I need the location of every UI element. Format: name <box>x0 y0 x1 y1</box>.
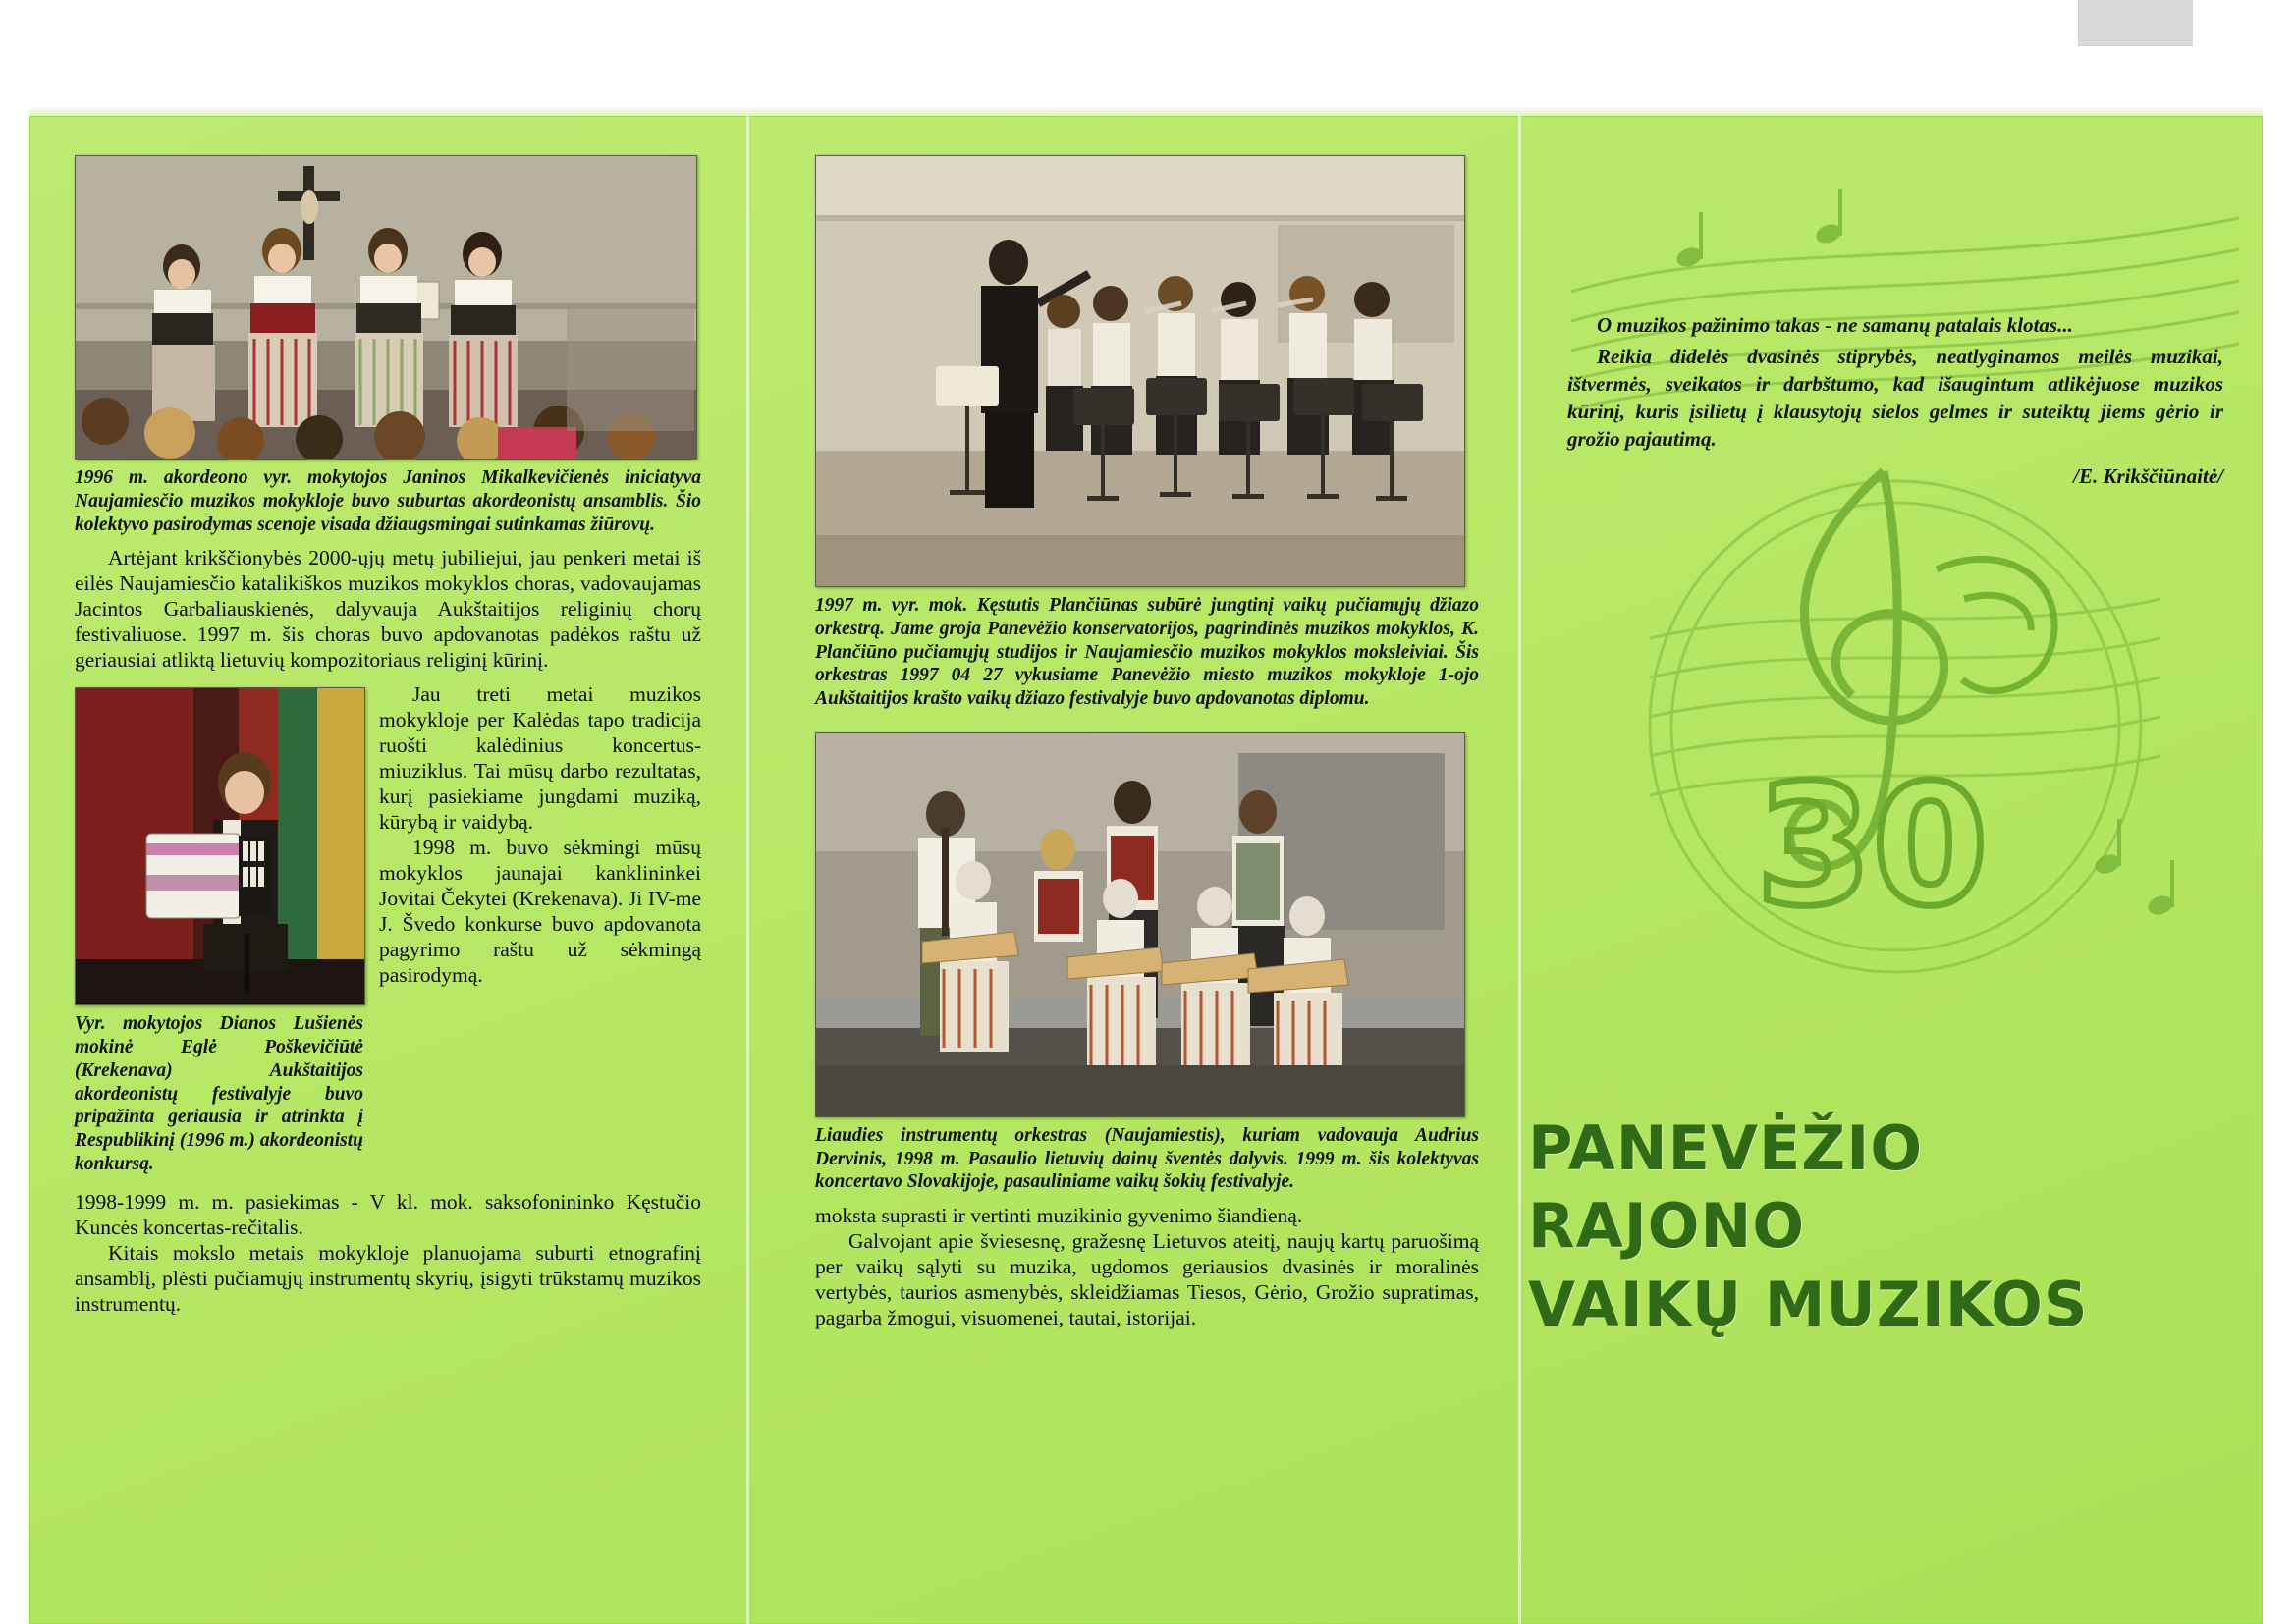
left-paragraph-1 <box>75 545 701 673</box>
left-panel <box>29 116 746 1624</box>
left-paragraph-1-text: Artėjant krikščionybės 2000-ųjų metų jubiliejui, jau penkeri metai iš eilės Naujamiesčio katalikiškos muzikos mokyklos choras, vadovaujamas Jacintos Garbaliauskienės, dalyvauja Aukštaitijos religinių chorų festivaliuose. 1997 m. šis choras buvo apdovanotas padėkos raštu už geriausiai atliktą lietuvių kompozitoriaus religinį kūrinį. <box>75 546 701 673</box>
left-paragraphs-column <box>379 681 701 988</box>
right-panel <box>1528 116 2263 1624</box>
svg-text:30: 30 <box>1756 749 1989 944</box>
quote-line-2: Reikia didelės dvasinės stiprybės, neatlyginamos meilės muzikai, ištvermės, sveikatos ir darbštumo, kad išaugintum atlikėjuose muzikos kūrinį, kuris įsilietų į klausytojų sielos gelmes ir suteiktų jiems gėrio ir grožio pajautimą. <box>1567 344 2223 451</box>
accordion-soloist-photo <box>75 687 365 1005</box>
middle-body-text <box>815 1203 1479 1330</box>
quote-signature: /E. Krikščiūnaitė/ <box>2073 463 2223 488</box>
accordion-ensemble-photo <box>75 155 697 460</box>
left-paragraph-2: Jau treti metai muzikos mokykloje per Kalėdas tapo tradicija ruošti kalėdinius koncertus-miuziklus. Tai mūsų darbo rezultatas, kurį pasiekiame jungdami muziką, kūrybą ir vaidybą. <box>379 682 701 835</box>
fold-line-right <box>1518 116 1521 1624</box>
left-wrap-area <box>75 681 701 1316</box>
middle-photo2-caption: Liaudies instrumentų orkestras (Naujamiestis), kuriam vadovauja Audrius Dervinis, 1998 m. Pasaulio lietuvių dainų šventės dalyvis. 1999 m. šis kolektyvas koncertavo Slovakijoje, pasauliniame vaikų šokių festivalyje. <box>815 1124 1479 1193</box>
middle-paragraph-1: moksta suprasti ir vertinti muzikinio gyvenimo šiandieną. <box>815 1204 1303 1228</box>
left-photo1-caption: 1996 m. akordeono vyr. mokytojos Janinos Mikalkevičienės iniciatyva Naujamiesčio muzikos mokykloje buvo suburtas akordeonistų ansamblis. Šio kolektyvo pasirodymas scenoje visada džiaugsmingai sutinkamas žiūrovų. <box>75 467 701 535</box>
left-paragraph-3-tail: 1998-1999 m. m. pasiekimas - V kl. mok. saksofonininko Kęstučio Kuncės koncertas-rečitalis. <box>75 1189 701 1239</box>
title-line-2: RAJONO <box>1528 1190 1806 1263</box>
left-paragraphs-tail <box>75 1189 701 1317</box>
left-paragraph-5: Kitais mokslo metais mokykloje planuojama suburti etnografinį ansamblį, plėsti pučiamųjų instrumentų skyrių, įsigyti trūkstamų muzikos instrumentų. <box>75 1240 701 1316</box>
left-photo2-caption: Vyr. mokytojos Dianos Lušienės mokinė Eglė Poškevičiūtė (Krekenava) Aukštaitijos akordeonistų festivalyje buvo pripažinta geriausia ir atrinkta į Respublikinį (1996 m.) akordeonistų konkursą. <box>75 1013 363 1175</box>
quote-line-1: O muzikos pažinimo takas - ne samanų patalais klotas... <box>1597 313 2073 337</box>
scan-corner-artifact <box>2078 0 2193 46</box>
brochure-title-block <box>1528 1110 2274 1343</box>
title-line-1: PANEVĖŽIO <box>1528 1112 1924 1184</box>
folk-instruments-orchestra-photo <box>815 732 1465 1117</box>
middle-photo1-caption: 1997 m. vyr. mok. Kęstutis Plančiūnas subūrė jungtinį vaikų pučiamųjų džiazo orkestrą. Jame groja Panevėžio konservatorijos, pagrindinės muzikos mokyklos, K. Plančiūno pučiamųjų studijos ir Naujamiesčio muzikos mokyklos moksleiviai. Šis orkestras 1997 04 27 vykusiame Panevėžio miesto muzikos mokykloje 1-ojo Aukštaitijos krašto vaikų džiazo festivalyje buvo apdovanotas diplomu. <box>815 595 1479 710</box>
accordion-soloist-photo-wrapper <box>75 687 365 1175</box>
title-line-3: VAIKŲ MUZIKOS <box>1528 1268 2089 1340</box>
fold-line-left <box>746 116 749 1624</box>
epigraph-quote <box>1567 312 2223 491</box>
middle-paragraph-2: Galvojant apie šviesesnę, gražesnę Lietuvos ateitį, naujų kartų paruošimą per vaikų sąlyti su muzika, ugdomos geriausios dvasinės ir moralinės vertybės, taurios asmenybės, skleidžiamas Tiesos, Gėrio, Grožio supratimas, pagarba žmogui, visuomenei, tautai, istorijai. <box>815 1229 1479 1330</box>
left-paragraph-3: 1998 m. buvo sėkmingi mūsų mokyklos jaunajai kanklininkei Jovitai Čekytei (Krekenava). Ji IV-me J. Švedo konkurse buvo apdovanota pagyrimo raštu už sėkmingą pasirodymą. <box>379 836 701 988</box>
middle-panel <box>776 116 1518 1624</box>
wind-orchestra-photo <box>815 155 1465 587</box>
